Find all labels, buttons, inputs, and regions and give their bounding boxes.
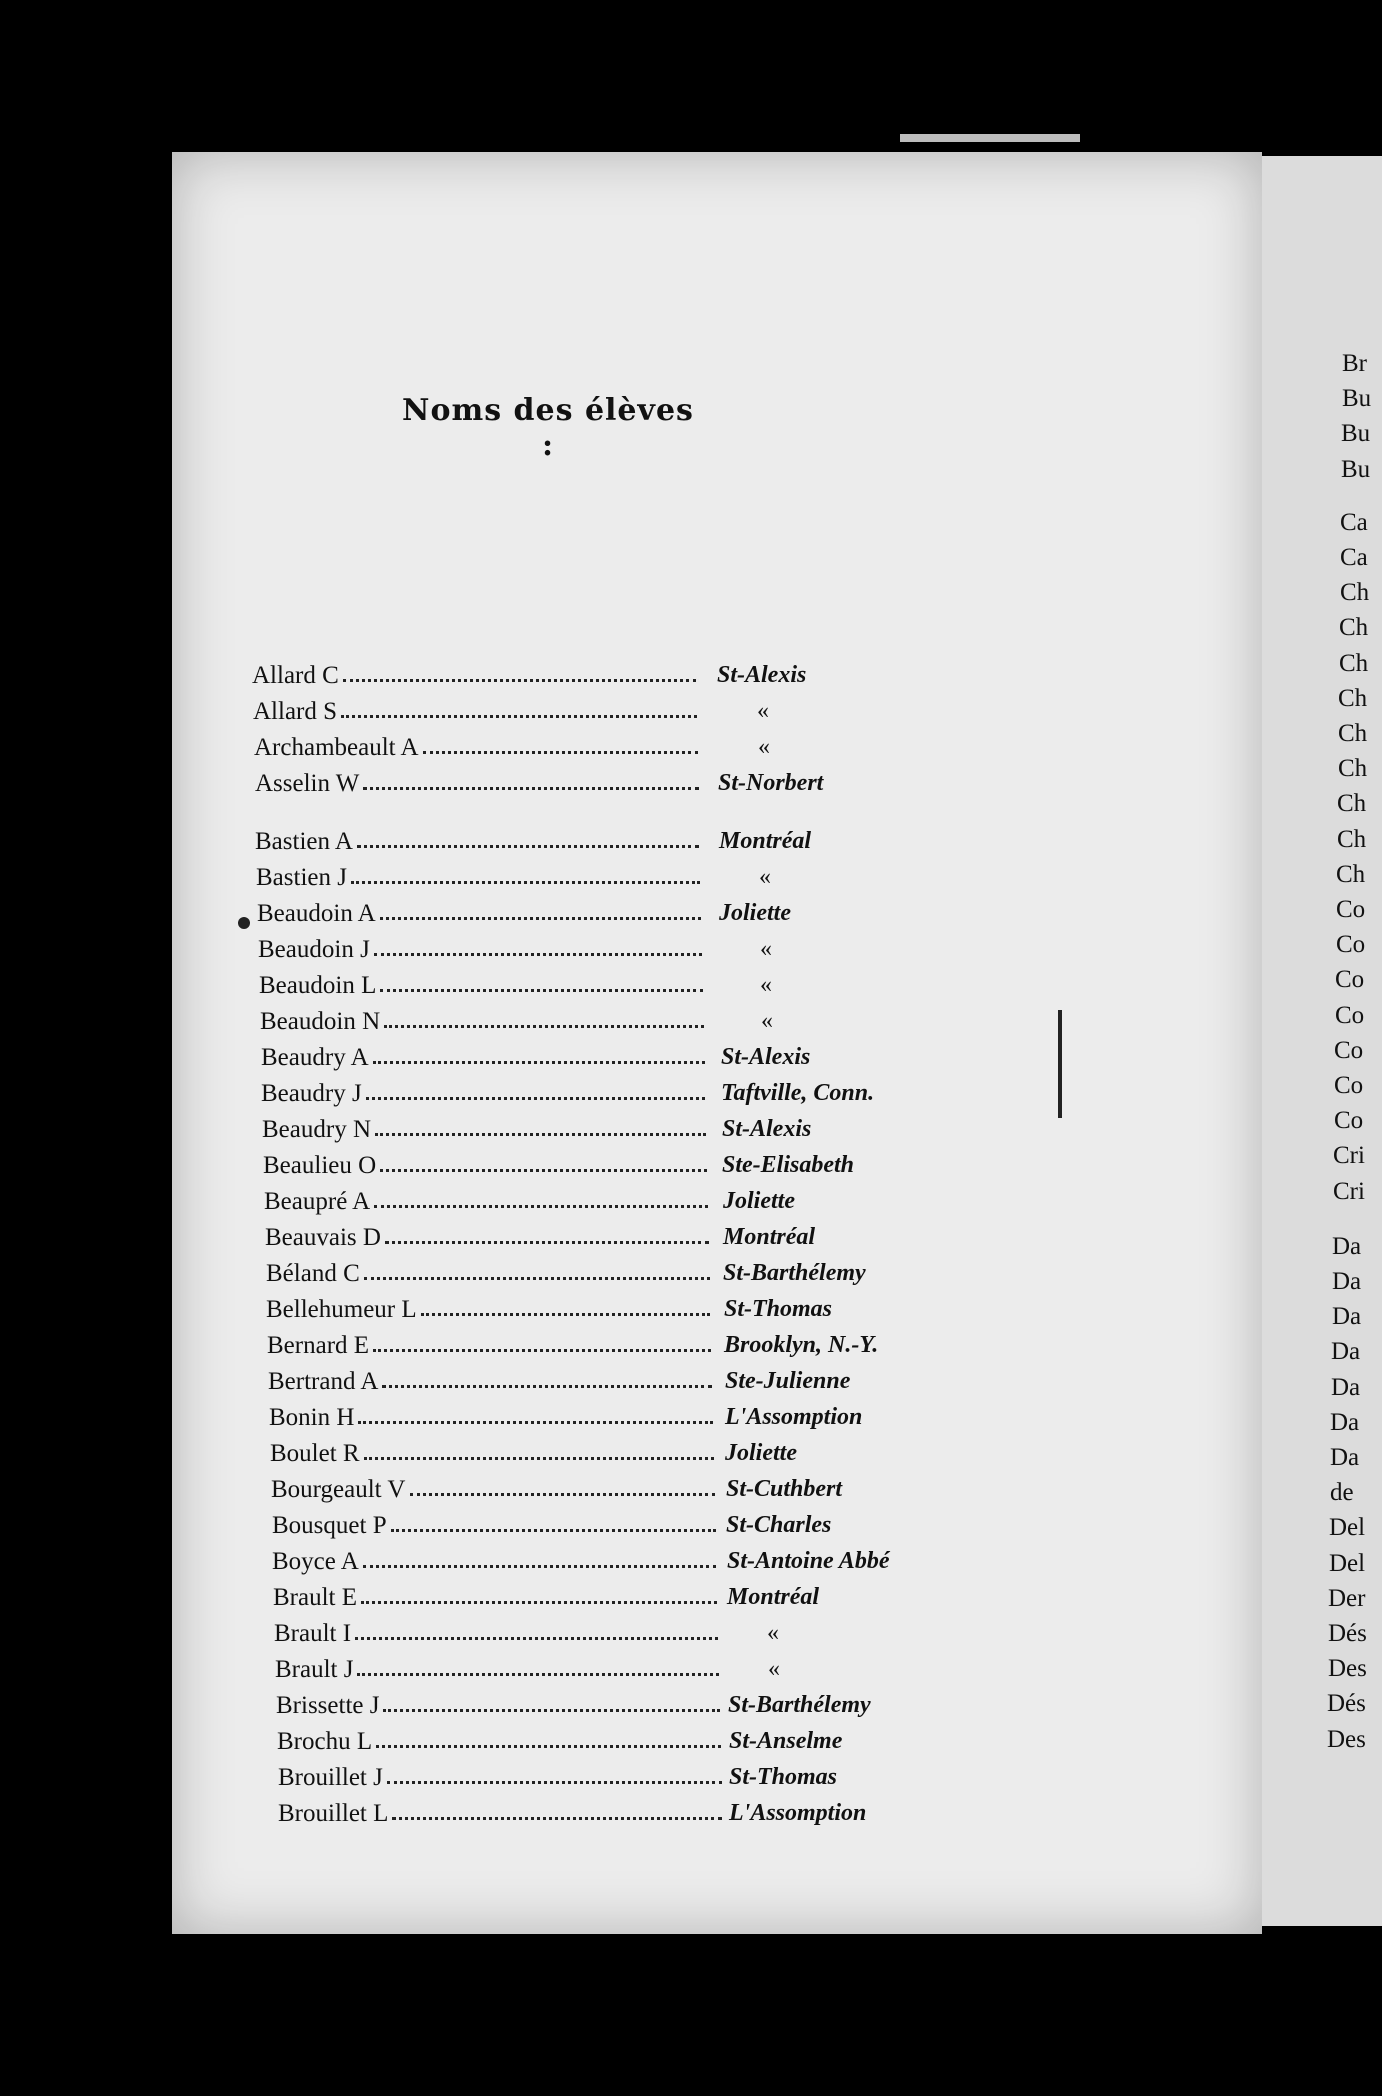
student-name: Beaudoin N (260, 1008, 381, 1035)
list-item (277, 1728, 1177, 1762)
student-name: Beaudry N (262, 1116, 371, 1143)
next-page-text: de (1330, 1479, 1354, 1507)
next-page-text: Co (1335, 1001, 1365, 1029)
student-name: Beaupré A (264, 1188, 371, 1215)
leader-dots (384, 1022, 704, 1028)
leader-dots (380, 1166, 707, 1172)
student-parish: Ste-Elisabeth (722, 1152, 855, 1178)
student-parish: L'Assomption (729, 1800, 867, 1826)
student-name: Beaudoin A (257, 900, 376, 927)
student-name: Allard S (253, 698, 338, 725)
student-parish: « (760, 972, 772, 998)
list-item (265, 1224, 1165, 1258)
student-parish: St-Alexis (722, 1116, 812, 1142)
leader-dots (366, 1094, 705, 1100)
leader-dots (374, 1202, 708, 1208)
leader-dots (410, 1490, 716, 1496)
next-page-text: Da (1332, 1303, 1362, 1331)
list-item (261, 1080, 1161, 1114)
list-item (278, 1764, 1178, 1798)
ink-blot (238, 917, 250, 929)
student-parish: Brooklyn, N.-Y. (724, 1332, 879, 1358)
leader-dots (423, 748, 698, 754)
next-page-text: Bu (1341, 455, 1371, 483)
next-page-text: Co (1335, 966, 1365, 994)
student-parish: Taftville, Conn. (721, 1080, 875, 1106)
next-page-text: Ch (1339, 649, 1369, 677)
leader-dots (358, 1418, 713, 1424)
next-page-text: Co (1334, 1072, 1364, 1099)
next-page-text: Da (1330, 1408, 1360, 1436)
next-page-text: Ch (1337, 825, 1367, 853)
leader-dots (355, 1634, 718, 1640)
next-page-text: Da (1330, 1444, 1360, 1471)
list-item (255, 828, 1155, 862)
leader-dots (376, 1742, 721, 1748)
student-name: Brissette J (276, 1692, 380, 1719)
student-name: Boyce A (272, 1548, 359, 1575)
next-page-text: Co (1334, 1107, 1364, 1135)
student-name: Brouillet L (278, 1800, 389, 1827)
student-name: Bourgeault V (271, 1476, 406, 1503)
next-page-text: Ca (1340, 544, 1368, 571)
student-name: Bastien J (256, 864, 347, 891)
student-parish: St-Thomas (729, 1764, 838, 1790)
leader-dots (361, 1598, 717, 1604)
student-parish: St-Barthélemy (728, 1692, 871, 1718)
leader-dots (373, 1346, 711, 1352)
student-parish: Ste-Julienne (725, 1368, 851, 1394)
list-item (273, 1584, 1173, 1618)
list-item (253, 698, 1153, 732)
leader-dots (382, 1382, 712, 1388)
student-name: Brouillet J (278, 1764, 383, 1791)
next-page-text: Ch (1339, 614, 1369, 642)
leader-dots (363, 1562, 716, 1568)
next-page-text: Des (1327, 1725, 1366, 1753)
student-parish: L'Assomption (725, 1404, 863, 1430)
leader-dots (383, 1706, 720, 1712)
next-page-text: Dés (1328, 1620, 1367, 1647)
list-item (254, 734, 1154, 768)
student-name: Boulet R (270, 1440, 360, 1467)
student-parish: Joliette (725, 1440, 797, 1466)
leader-dots (351, 878, 700, 884)
student-parish: St-Thomas (724, 1296, 833, 1322)
next-page-text: Ch (1336, 860, 1366, 888)
next-page-text: Der (1328, 1584, 1366, 1612)
student-name: Bousquet P (272, 1512, 387, 1539)
next-page-text: Cri (1333, 1142, 1365, 1170)
student-name: Beaudoin J (258, 936, 370, 963)
student-name: Bertrand A (268, 1368, 379, 1395)
student-parish: Montréal (727, 1584, 820, 1610)
leader-dots (363, 784, 699, 790)
student-name: Beaudry J (261, 1080, 362, 1107)
list-item (278, 1800, 1178, 1834)
student-name: Bernard E (267, 1332, 370, 1359)
student-parish: St-Barthélemy (723, 1260, 866, 1286)
leader-dots (387, 1778, 722, 1784)
leader-dots (364, 1274, 710, 1280)
student-parish: St-Antoine Abbé (727, 1548, 890, 1574)
list-item (264, 1188, 1164, 1222)
list-item (267, 1332, 1167, 1366)
leader-dots (343, 676, 696, 682)
next-page-text: Da (1332, 1232, 1362, 1260)
student-name: Brault J (275, 1656, 354, 1683)
next-page-text: Ch (1338, 755, 1368, 783)
next-page-text: Da (1331, 1373, 1361, 1401)
leader-dots (341, 712, 697, 718)
leader-dots (391, 1526, 716, 1532)
student-parish: « (758, 734, 770, 760)
student-parish: St-Cuthbert (726, 1476, 843, 1502)
student-name: Bellehumeur L (266, 1296, 417, 1323)
next-page-text: Del (1329, 1549, 1366, 1577)
next-page-text: Co (1334, 1036, 1364, 1064)
list-item (252, 662, 1152, 696)
student-parish: « (757, 698, 769, 724)
next-page-text: Dés (1327, 1690, 1366, 1718)
student-name: Beaulieu O (263, 1152, 377, 1179)
list-item (263, 1152, 1163, 1186)
next-page-text: Bu (1342, 385, 1372, 413)
student-name: Archambeault A (254, 734, 419, 761)
next-page-text: Del (1329, 1514, 1366, 1542)
next-page-text: Da (1332, 1268, 1362, 1295)
ink-mark (1058, 1010, 1062, 1118)
student-name: Brochu L (277, 1728, 373, 1755)
next-page-text: Co (1336, 931, 1366, 959)
student-parish: St-Charles (726, 1512, 832, 1538)
student-parish: St-Alexis (721, 1044, 811, 1070)
next-page-text: Des (1328, 1655, 1367, 1683)
leader-dots (380, 914, 701, 920)
student-parish: St-Anselme (729, 1728, 843, 1754)
student-parish: « (767, 1620, 779, 1646)
leader-dots (392, 1814, 722, 1820)
student-name: Brault I (274, 1620, 352, 1647)
student-name: Bastien A (255, 828, 353, 855)
next-page-text: Ch (1338, 684, 1368, 712)
student-name: Beauvais D (265, 1224, 381, 1251)
page-edge-strip (900, 134, 1080, 142)
student-parish: Montréal (719, 828, 812, 854)
student-parish: Montréal (723, 1224, 816, 1250)
leader-dots (373, 1058, 705, 1064)
list-item (271, 1476, 1171, 1510)
list-item (270, 1440, 1170, 1474)
list-item (269, 1404, 1169, 1438)
list-item (256, 864, 1156, 898)
list-item (262, 1116, 1162, 1150)
leader-dots (375, 1130, 706, 1136)
student-parish: « (768, 1656, 780, 1682)
next-page-text: Co (1336, 896, 1366, 923)
student-parish: « (759, 864, 771, 890)
leader-dots (380, 986, 703, 992)
list-item (255, 770, 1155, 804)
student-parish: Joliette (723, 1188, 795, 1214)
list-item (272, 1512, 1172, 1546)
next-page-text: Bu (1341, 420, 1371, 448)
list-item (275, 1656, 1175, 1690)
student-parish: St-Alexis (717, 662, 807, 688)
list-item (257, 900, 1157, 934)
next-page-text: Ca (1340, 508, 1368, 536)
list-item (274, 1620, 1174, 1654)
list-item (258, 936, 1158, 970)
list-item (261, 1044, 1161, 1078)
next-page-text: Cri (1333, 1177, 1365, 1205)
leader-dots (364, 1454, 714, 1460)
student-name: Beaudoin L (259, 972, 377, 999)
student-name: Asselin W (255, 770, 360, 797)
student-parish: « (761, 1008, 773, 1034)
list-item (266, 1260, 1166, 1294)
leader-dots (374, 950, 702, 956)
list-item (272, 1548, 1172, 1582)
list-item (268, 1368, 1168, 1402)
student-parish: St-Norbert (718, 770, 824, 796)
next-page-text: Ch (1340, 579, 1370, 607)
student-name: Bonin H (269, 1404, 355, 1431)
list-item (266, 1296, 1166, 1330)
next-page-text: Da (1331, 1338, 1361, 1366)
student-name: Brault E (273, 1584, 358, 1611)
student-name: Beaudry A (261, 1044, 369, 1071)
next-page-text: Br (1342, 350, 1367, 377)
leader-dots (357, 842, 699, 848)
student-parish: Joliette (719, 900, 791, 926)
list-item (276, 1692, 1176, 1726)
leader-dots (357, 1670, 719, 1676)
list-item (260, 1008, 1160, 1042)
leader-dots (421, 1310, 710, 1316)
student-name: Allard C (252, 662, 339, 689)
list-item (259, 972, 1159, 1006)
student-name: Béland C (266, 1260, 360, 1287)
leader-dots (385, 1238, 709, 1244)
page-title: Noms des élèves : (402, 393, 694, 463)
student-parish: « (760, 936, 772, 962)
next-page-text: Ch (1338, 720, 1368, 747)
next-page-text: Ch (1337, 790, 1367, 818)
